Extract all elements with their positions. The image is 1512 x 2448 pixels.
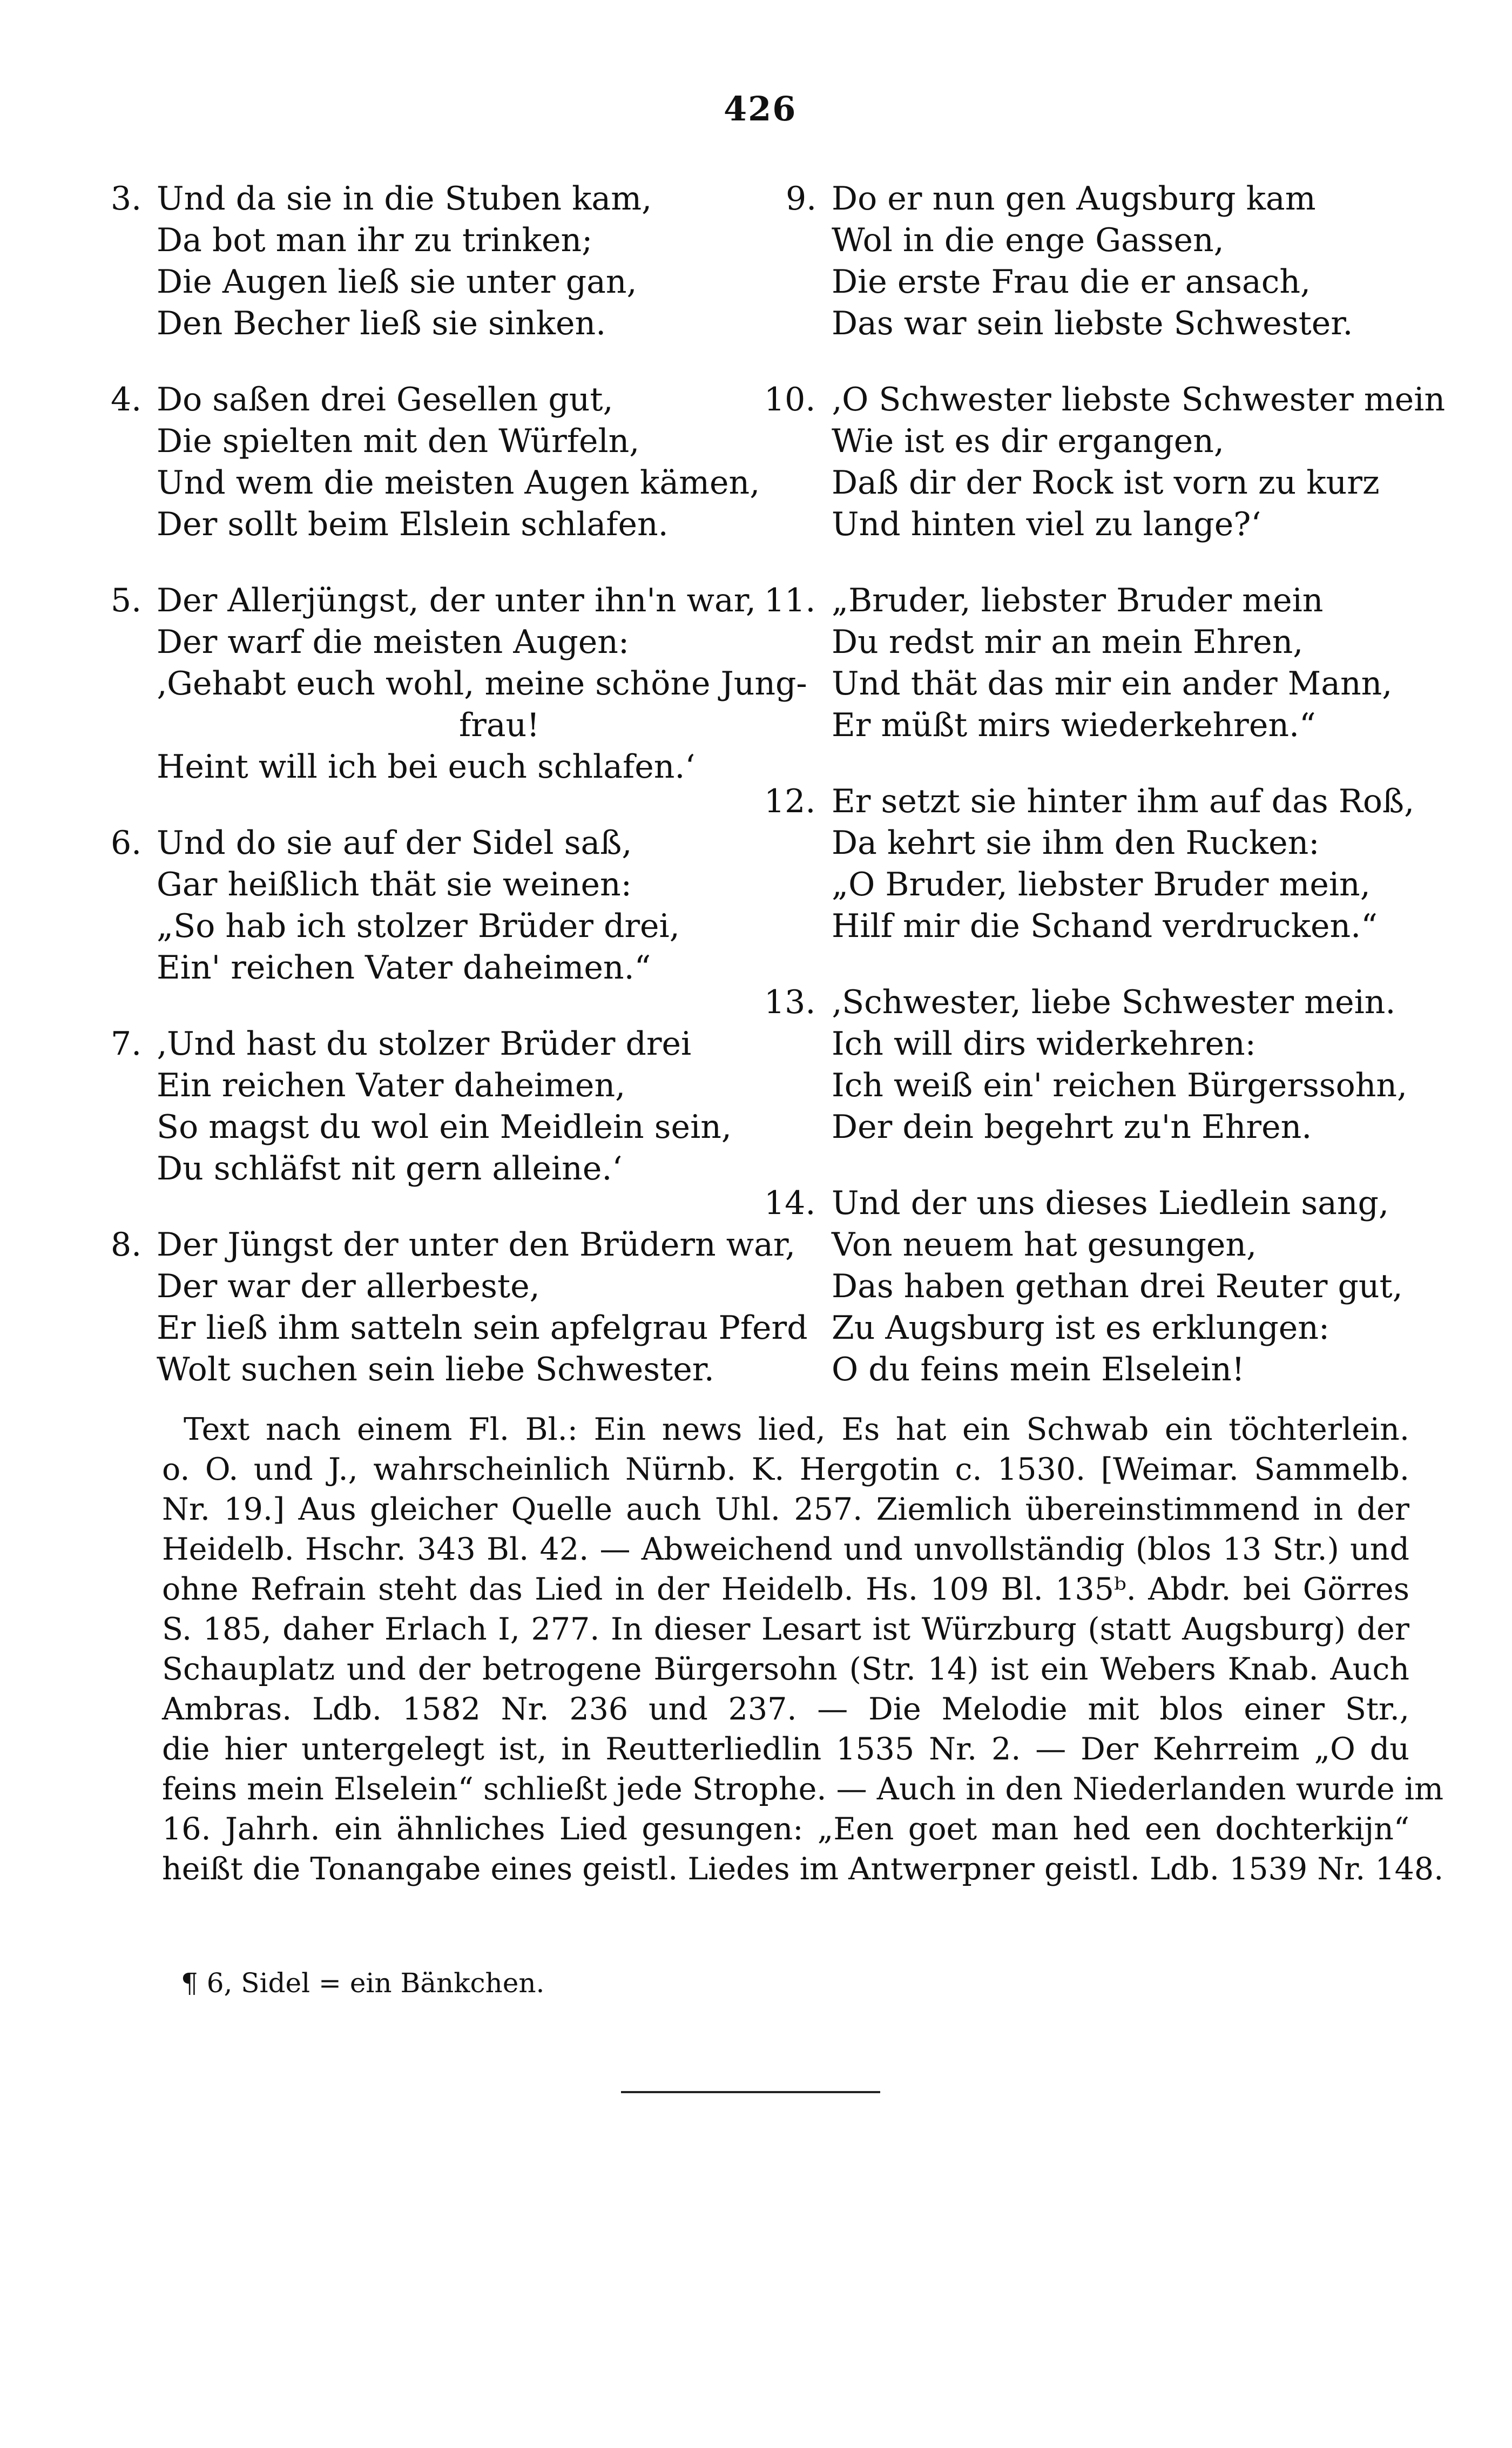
verse-line: Die erste Frau die er ansach, — [832, 263, 1311, 301]
commentary-line: feins mein Elselein“ schließt jede Strophe. — Auch in den Niederlanden wurde im — [162, 1771, 1444, 1807]
stanza-9 — [786, 178, 1461, 345]
verse-line: Do er nun gen Augsburg kam — [832, 180, 1316, 218]
verse-line: Daß dir der Rock ist vorn zu kurz — [832, 464, 1380, 502]
verse-line: Heint will ich bei euch schlafen.‘ — [157, 748, 696, 786]
verse-line: ‚O Schwester liebste Schwester mein — [832, 381, 1446, 419]
verse-line: „So hab ich stolzer Brüder drei, — [157, 907, 680, 945]
right-verse-column — [764, 178, 1461, 1425]
verse-line: Der war der allerbeste, — [157, 1267, 540, 1305]
stanza-number: 12. — [764, 783, 816, 820]
verse-line: Ein reichen Vater daheimen, — [157, 1067, 626, 1104]
verse-line: Und da sie in die Stuben kam, — [157, 180, 652, 218]
verse-line: Ein' reichen Vater daheimen.“ — [157, 949, 651, 987]
verse-line: Wie ist es dir ergangen, — [832, 422, 1224, 460]
verse-line: Zu Augsburg ist es erklungen: — [832, 1309, 1330, 1347]
verse-line: Das war sein liebste Schwester. — [832, 305, 1353, 342]
verse-line: ‚Gehabt euch wohl, meine schöne Jung- — [157, 665, 807, 703]
verse-line: Da bot man ihr zu trinken; — [157, 221, 593, 259]
stanza-number: 9. — [786, 180, 817, 218]
verse-line: Wolt suchen sein liebe Schwester. — [157, 1351, 714, 1388]
verse-line: Hilf mir die Schand verdrucken.“ — [832, 907, 1378, 945]
verse-line: Du redst mir an mein Ehren, — [832, 623, 1304, 661]
commentary-line: Heidelb. Hschr. 343 Bl. 42. — Abweichend und unvollständig (blos 13 Str.) und — [162, 1532, 1409, 1567]
verse-line: Und hinten viel zu lange?‘ — [832, 505, 1261, 543]
commentary-line: Ambras. Ldb. 1582 Nr. 236 und 237. — Die Melodie mit blos einer Str., — [162, 1691, 1409, 1727]
commentary-line: heißt die Tonangabe eines geistl. Liedes im Antwerpner geistl. Ldb. 1539 Nr. 148. — [162, 1851, 1444, 1887]
verse-line: Die spielten mit den Würfeln, — [157, 422, 640, 460]
verse-line: Ich will dirs widerkehren: — [832, 1025, 1256, 1063]
commentary-line: S. 185, daher Erlach I, 277. In dieser Lesart ist Würzburg (statt Augsburg) der — [162, 1611, 1409, 1647]
verse-line: Er setzt sie hinter ihm auf das Roß, — [832, 783, 1415, 820]
commentary-line: 16. Jahrh. ein ähnliches Lied gesungen: „Een goet man hed een dochterkijn“ — [162, 1811, 1409, 1847]
page-number: 426 — [724, 89, 797, 129]
verse-line: Und thät das mir ein ander Mann, — [832, 665, 1393, 703]
verse-line: Ich weiß ein' reichen Bürgerssohn, — [832, 1067, 1408, 1104]
verse-line: Gar heißlich thät sie weinen: — [157, 866, 632, 903]
verse-line: Der Jüngst der unter den Brüdern war, — [157, 1226, 796, 1264]
commentary-line: Nr. 19.] Aus gleicher Quelle auch Uhl. 257. Ziemlich übereinstimmend in der — [162, 1492, 1409, 1527]
commentary-line: Text nach einem Fl. Bl.: Ein news lied, Es hat ein Schwab ein töchterlein. — [184, 1412, 1409, 1447]
verse-line: Do saßen drei Gesellen gut, — [157, 381, 613, 419]
commentary-paragraph — [162, 1410, 1444, 1889]
stanza-number: 6. — [111, 824, 142, 862]
verse-line: Und der uns dieses Liedlein sang, — [832, 1184, 1389, 1222]
verse-line: Und wem die meisten Augen kämen, — [157, 464, 760, 502]
stanza-number: 10. — [764, 381, 816, 419]
stanza-11 — [764, 580, 1461, 746]
verse-line: Das haben gethan drei Reuter gut, — [832, 1267, 1403, 1305]
verse-line: So magst du wol ein Meidlein sein, — [157, 1108, 732, 1146]
stanza-3 — [111, 178, 786, 345]
footnote: ¶ 6, Sidel = ein Bänkchen. — [181, 1967, 545, 1999]
verse-line: ‚Schwester, liebe Schwester mein. — [832, 983, 1396, 1021]
verse-line: Er müßt mirs wiederkehren.“ — [832, 706, 1316, 744]
verse-line: Und do sie auf der Sidel saß, — [157, 824, 632, 862]
stanza-number: 13. — [764, 983, 816, 1021]
stanza-number: 11. — [764, 582, 816, 619]
verse-line: Den Becher ließ sie sinken. — [157, 305, 606, 342]
verse-line: Der sollt beim Elslein schlafen. — [157, 505, 669, 543]
verse-line: Der Allerjüngst, der unter ihn'n war, — [157, 582, 756, 619]
stanza-14 — [764, 1183, 1461, 1391]
stanza-number: 4. — [111, 381, 142, 419]
verse-line: Du schläfst nit gern alleine.‘ — [157, 1150, 623, 1188]
verse-line: „O Bruder, liebster Bruder mein, — [832, 866, 1371, 903]
verse-line-continuation: frau! — [459, 706, 540, 744]
verse-line: Die Augen ließ sie unter gan, — [157, 263, 637, 301]
commentary-line: ohne Refrain steht das Lied in der Heidelb. Hs. 109 Bl. 135ᵇ. Abdr. bei Görres — [162, 1572, 1409, 1607]
stanza-7 — [111, 1023, 786, 1190]
verse-line: Von neuem hat gesungen, — [832, 1226, 1257, 1264]
stanza-number: 7. — [111, 1025, 142, 1063]
stanza-number: 5. — [111, 582, 142, 619]
stanza-12 — [764, 781, 1461, 947]
verse-line: O du feins mein Elselein! — [832, 1351, 1245, 1388]
verse-line: Der warf die meisten Augen: — [157, 623, 630, 661]
stanza-6 — [111, 822, 786, 989]
stanza-number: 3. — [111, 180, 142, 218]
verse-line: Wol in die enge Gassen, — [832, 221, 1224, 259]
stanza-10 — [764, 379, 1461, 545]
verse-line: Da kehrt sie ihm den Rucken: — [832, 824, 1320, 862]
commentary-line: o. O. und J., wahrscheinlich Nürnb. K. Hergotin c. 1530. [Weimar. Sammelb. — [162, 1452, 1409, 1487]
commentary-line: die hier untergelegt ist, in Reutterliedlin 1535 Nr. 2. — Der Kehrreim „O du — [162, 1731, 1409, 1767]
verse-line: Er ließ ihm satteln sein apfelgrau Pferd — [157, 1309, 808, 1347]
closing-rule — [621, 2091, 880, 2093]
verse-line: Der dein begehrt zu'n Ehren. — [832, 1108, 1312, 1146]
stanza-13 — [764, 982, 1461, 1148]
verse-line: „Bruder, liebster Bruder mein — [832, 582, 1324, 619]
verse-line: ‚Und hast du stolzer Brüder drei — [157, 1025, 692, 1063]
stanza-number: 8. — [111, 1226, 142, 1264]
stanza-8 — [111, 1224, 808, 1391]
commentary-line: Schauplatz und der betrogene Bürgersohn (Str. 14) ist ein Webers Knab. Auch — [162, 1651, 1409, 1687]
stanza-number: 14. — [764, 1184, 816, 1222]
stanza-4 — [111, 379, 786, 545]
